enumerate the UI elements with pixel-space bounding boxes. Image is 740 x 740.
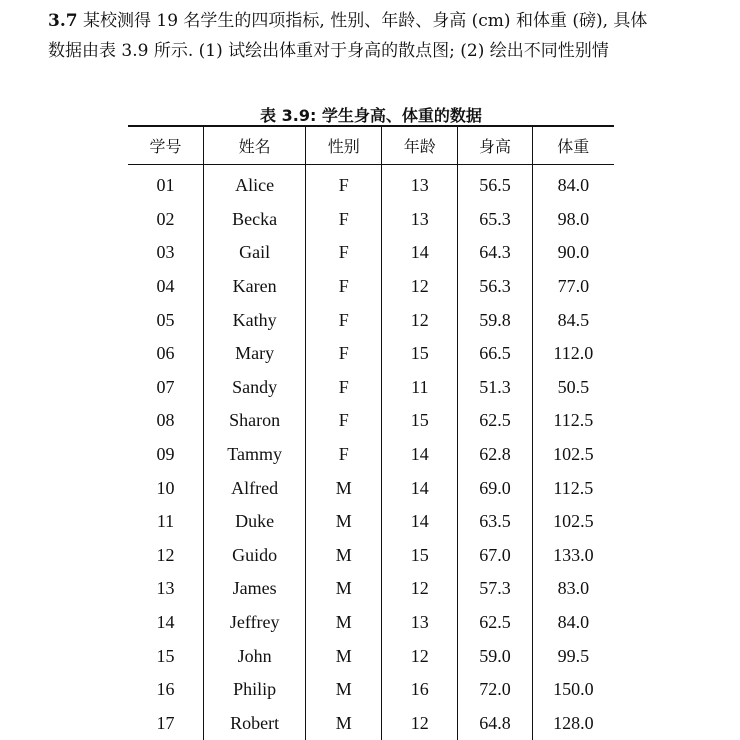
cell-weight: 77.0	[532, 270, 614, 304]
cell-student-id: 03	[128, 236, 204, 270]
cell-weight: 90.0	[532, 236, 614, 270]
table-body	[128, 165, 614, 740]
cell-age: 12	[382, 707, 458, 740]
cell-student-id: 11	[128, 505, 204, 539]
cell-age: 12	[382, 303, 458, 337]
cell-name: Karen	[204, 270, 306, 304]
cell-height: 62.8	[458, 438, 532, 472]
problem-line-1	[48, 6, 708, 36]
cell-gender: M	[306, 505, 382, 539]
cell-student-id: 16	[128, 673, 204, 707]
cell-weight: 99.5	[532, 639, 614, 673]
cell-name: Duke	[204, 505, 306, 539]
cell-name: Becka	[204, 203, 306, 237]
cell-weight: 128.0	[532, 707, 614, 740]
cell-height: 56.3	[458, 270, 532, 304]
cell-gender: M	[306, 572, 382, 606]
cell-gender: F	[306, 438, 382, 472]
cell-name: Jeffrey	[204, 606, 306, 640]
cell-name: Alice	[204, 165, 306, 203]
cell-age: 14	[382, 236, 458, 270]
cell-gender: M	[306, 707, 382, 740]
cell-weight: 133.0	[532, 539, 614, 573]
cell-weight: 84.5	[532, 303, 614, 337]
cell-height: 57.3	[458, 572, 532, 606]
cell-age: 12	[382, 639, 458, 673]
table-row	[128, 539, 614, 573]
cell-height: 62.5	[458, 404, 532, 438]
cell-student-id: 12	[128, 539, 204, 573]
table-header-row	[128, 126, 614, 165]
cell-age: 14	[382, 505, 458, 539]
cell-name: James	[204, 572, 306, 606]
header-height: 身高	[458, 126, 532, 165]
cell-height: 67.0	[458, 539, 532, 573]
cell-age: 13	[382, 165, 458, 203]
cell-height: 72.0	[458, 673, 532, 707]
cell-gender: F	[306, 404, 382, 438]
cell-student-id: 02	[128, 203, 204, 237]
cell-student-id: 04	[128, 270, 204, 304]
cell-name: Sandy	[204, 371, 306, 405]
problem-text-line-1: 某校测得 19 名学生的四项指标, 性别、年龄、身高 (cm) 和体重 (磅), 具体	[83, 11, 647, 31]
cell-gender: F	[306, 337, 382, 371]
cell-height: 66.5	[458, 337, 532, 371]
cell-name: Sharon	[204, 404, 306, 438]
cell-gender: F	[306, 236, 382, 270]
table-row	[128, 438, 614, 472]
cell-height: 69.0	[458, 471, 532, 505]
cell-student-id: 14	[128, 606, 204, 640]
cell-age: 14	[382, 438, 458, 472]
cell-student-id: 08	[128, 404, 204, 438]
cell-name: Robert	[204, 707, 306, 740]
cell-height: 64.3	[458, 236, 532, 270]
cell-age: 13	[382, 203, 458, 237]
cell-gender: M	[306, 639, 382, 673]
cell-name: Tammy	[204, 438, 306, 472]
cell-weight: 102.5	[532, 505, 614, 539]
cell-student-id: 10	[128, 471, 204, 505]
cell-height: 59.8	[458, 303, 532, 337]
table-row	[128, 165, 614, 203]
table-row	[128, 639, 614, 673]
table-row	[128, 270, 614, 304]
cell-student-id: 13	[128, 572, 204, 606]
cell-age: 15	[382, 539, 458, 573]
cell-gender: M	[306, 606, 382, 640]
table-row	[128, 505, 614, 539]
cell-weight: 112.5	[532, 471, 614, 505]
cell-student-id: 07	[128, 371, 204, 405]
header-name: 姓名	[204, 126, 306, 165]
table-caption: 表 3.9: 学生身高、体重的数据	[128, 103, 614, 126]
cell-height: 64.8	[458, 707, 532, 740]
cell-weight: 84.0	[532, 165, 614, 203]
cell-name: Gail	[204, 236, 306, 270]
table-row	[128, 337, 614, 371]
cell-student-id: 09	[128, 438, 204, 472]
cell-name: Alfred	[204, 471, 306, 505]
cell-age: 12	[382, 572, 458, 606]
cell-name: Guido	[204, 539, 306, 573]
cell-height: 51.3	[458, 371, 532, 405]
cell-weight: 83.0	[532, 572, 614, 606]
cell-height: 65.3	[458, 203, 532, 237]
cell-gender: F	[306, 165, 382, 203]
problem-text-line-2: 数据由表 3.9 所示. (1) 试绘出体重对于身高的散点图; (2) 绘出不同性别情	[48, 36, 708, 66]
cell-weight: 102.5	[532, 438, 614, 472]
cell-height: 59.0	[458, 639, 532, 673]
table-row	[128, 203, 614, 237]
cell-student-id: 17	[128, 707, 204, 740]
cell-age: 16	[382, 673, 458, 707]
problem-statement	[48, 6, 708, 66]
cell-weight: 112.0	[532, 337, 614, 371]
header-gender: 性别	[306, 126, 382, 165]
student-data-table	[128, 125, 614, 740]
cell-weight: 98.0	[532, 203, 614, 237]
cell-gender: F	[306, 203, 382, 237]
cell-weight: 150.0	[532, 673, 614, 707]
cell-student-id: 06	[128, 337, 204, 371]
cell-name: John	[204, 639, 306, 673]
table-row	[128, 404, 614, 438]
cell-height: 63.5	[458, 505, 532, 539]
cell-student-id: 15	[128, 639, 204, 673]
problem-number: 3.7	[48, 11, 78, 31]
cell-gender: M	[306, 673, 382, 707]
cell-student-id: 05	[128, 303, 204, 337]
table-row	[128, 471, 614, 505]
cell-name: Kathy	[204, 303, 306, 337]
cell-gender: M	[306, 471, 382, 505]
cell-name: Mary	[204, 337, 306, 371]
cell-name: Philip	[204, 673, 306, 707]
cell-age: 15	[382, 404, 458, 438]
table-row	[128, 303, 614, 337]
header-weight: 体重	[532, 126, 614, 165]
cell-age: 11	[382, 371, 458, 405]
cell-gender: M	[306, 539, 382, 573]
table-row	[128, 236, 614, 270]
table-row	[128, 371, 614, 405]
cell-weight: 50.5	[532, 371, 614, 405]
table-row	[128, 707, 614, 740]
header-student-id: 学号	[128, 126, 204, 165]
cell-weight: 84.0	[532, 606, 614, 640]
cell-age: 12	[382, 270, 458, 304]
table-row	[128, 673, 614, 707]
header-age: 年龄	[382, 126, 458, 165]
cell-weight: 112.5	[532, 404, 614, 438]
cell-age: 15	[382, 337, 458, 371]
cell-age: 13	[382, 606, 458, 640]
cell-age: 14	[382, 471, 458, 505]
cell-student-id: 01	[128, 165, 204, 203]
cell-gender: F	[306, 371, 382, 405]
cell-height: 62.5	[458, 606, 532, 640]
cell-height: 56.5	[458, 165, 532, 203]
table-row	[128, 606, 614, 640]
table-row	[128, 572, 614, 606]
cell-gender: F	[306, 270, 382, 304]
cell-gender: F	[306, 303, 382, 337]
